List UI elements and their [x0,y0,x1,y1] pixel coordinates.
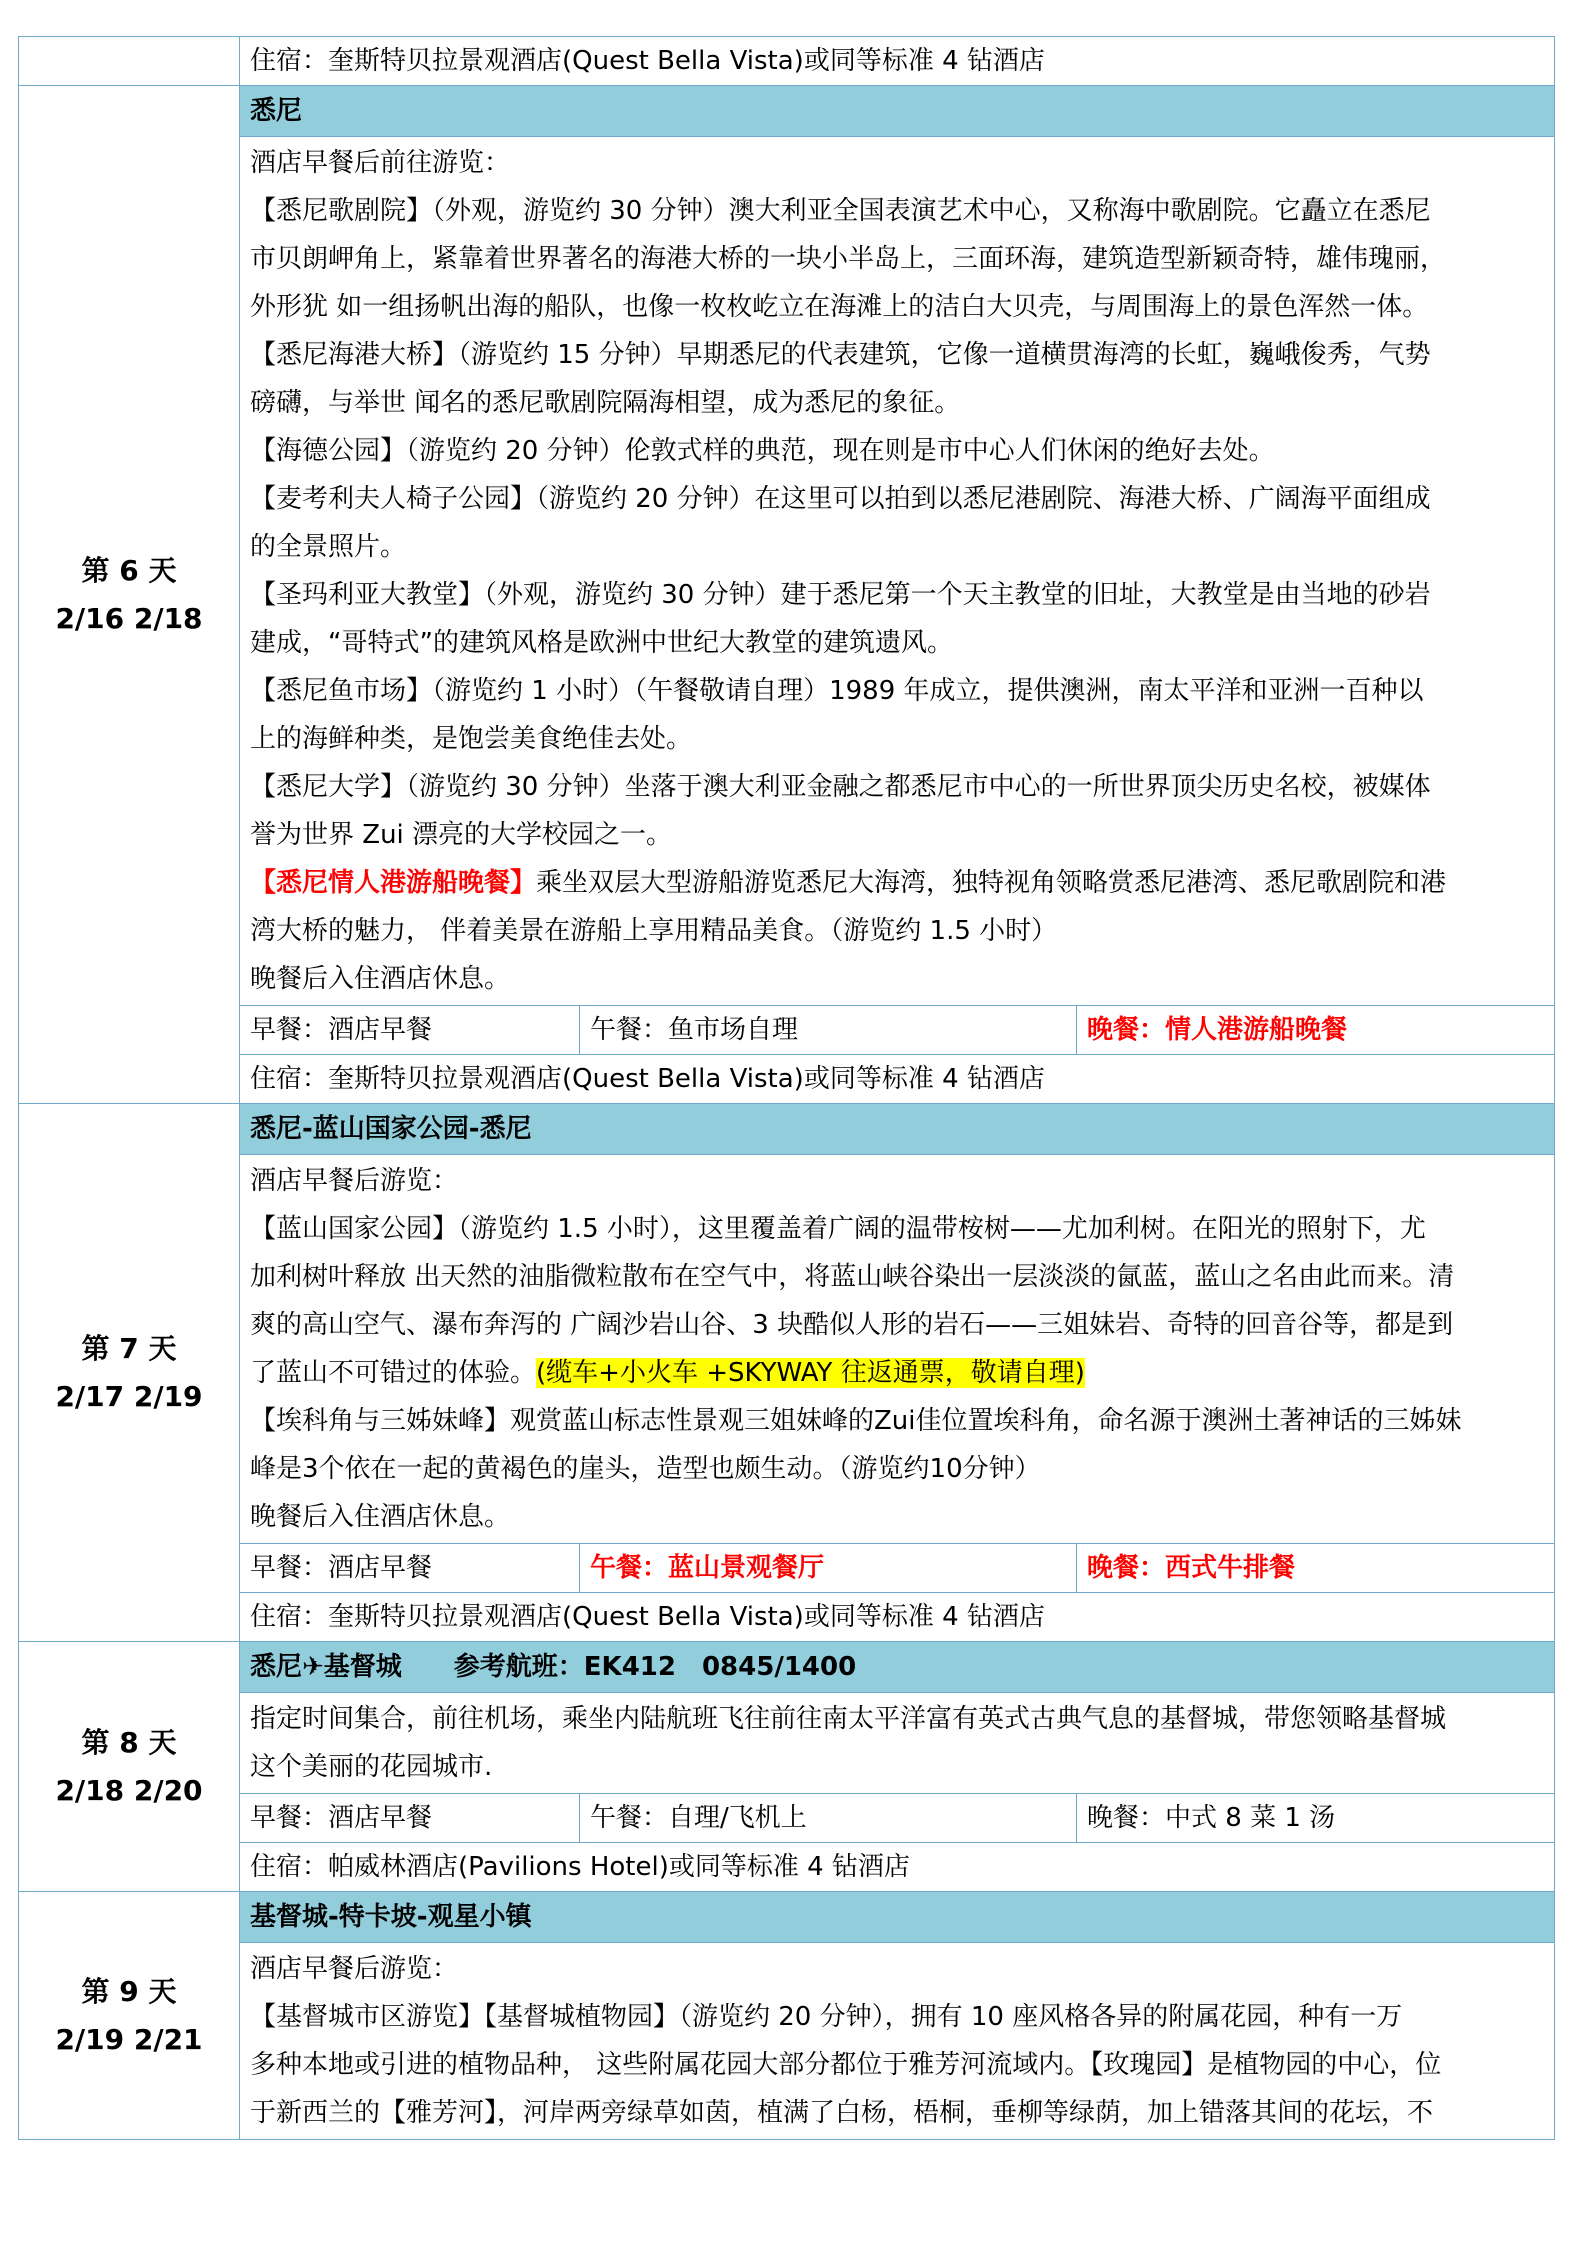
day-description [240,136,1554,1005]
text-line: 建成，“哥特式”的建筑风格是欧洲中世纪大教堂的建筑遗风。 [250,628,953,658]
hotel-text: 住宿：奎斯特贝拉景观酒店(Quest Bella Vista)或同等标准 4 钻酒店 [240,1054,1554,1103]
breakfast: 早餐：酒店早餐 [240,1006,580,1054]
text-line: 【悉尼歌剧院】（外观，游览约 30 分钟）澳大利亚全国表演艺术中心，又称海中歌剧院。它矗立在悉尼 [250,196,1431,226]
day7-content [240,1104,1555,1642]
breakfast: 早餐：酒店早餐 [240,1794,580,1842]
itinerary-table [18,36,1555,2140]
text-line: 这个美丽的花园城市. [250,1752,493,1782]
cruise-title: 【悉尼情人港游船晚餐】 [250,868,537,898]
day5-hotel-cell [240,37,1555,86]
hotel-text: 住宿：奎斯特贝拉景观酒店(Quest Bella Vista)或同等标准 4 钻酒店 [240,1592,1554,1641]
day-label: 第 7 天 [81,1331,177,1365]
text-line [250,859,1544,907]
lunch: 午餐：蓝山景观餐厅 [580,1544,1077,1592]
text-line: 市贝朗岬角上，紧靠着世界著名的海港大桥的一块小半岛上，三面环海，建筑造型新颖奇特，雄伟瑰丽， [250,244,1447,274]
text-line: 酒店早餐后前往游览： [250,148,511,178]
text-line: 酒店早餐后游览： [250,1166,459,1196]
text-line: 湾大桥的魅力， 伴着美景在游船上享用精品美食。（游览约 1.5 小时） [250,916,1058,946]
text-segment: 了蓝山不可错过的体验。 [250,1358,537,1388]
text-line: 誉为世界 Zui 漂亮的大学校园之一。 [250,820,673,850]
text-line: 爽的高山空气、瀑布奔泻的 广阔沙岩山谷、3 块酷似人形的岩石——三姐妹岩、奇特的回音谷等，都是到 [250,1310,1454,1340]
dinner: 晚餐：西式牛排餐 [1087,1553,1296,1583]
day-dates: 2/16 2/18 [55,601,203,635]
day-dates: 2/19 2/21 [55,2022,203,2056]
day-title: 悉尼 [240,86,1554,136]
text-line: 磅礴，与举世 闻名的悉尼歌剧院隔海相望，成为悉尼的象征。 [250,388,961,418]
text-line: 【麦考利夫人椅子公园】（游览约 20 分钟）在这里可以拍到以悉尼港剧院、海港大桥、广阔海平面组成 [250,484,1431,514]
text-line: 【圣玛利亚大教堂】（外观，游览约 30 分钟）建于悉尼第一个天主教堂的旧址，大教堂是由当地的砂岩 [250,580,1431,610]
text-line: 晚餐后入住酒店休息。 [250,964,511,994]
day-description [240,1692,1554,1793]
text-line: 【蓝山国家公园】（游览约 1.5 小时），这里覆盖着广阔的温带桉树——尤加利树。在阳光的照射下，尤 [250,1214,1426,1244]
day-dates: 2/17 2/19 [55,1379,203,1413]
day-description [240,1942,1554,2139]
day9-day-cell [19,1892,240,2140]
itinerary [18,36,1555,2140]
day8-day-cell [19,1642,240,1892]
day-description [240,1154,1554,1543]
day8-row [19,1642,1555,1892]
lunch: 午餐：自理/飞机上 [580,1794,1077,1842]
meals-row [240,1543,1554,1592]
highlight-note: (缆车+小火车 +SKYWAY 往返通票，敬请自理) [536,1358,1085,1388]
dinner: 晚餐：中式 8 菜 1 汤 [1087,1803,1336,1833]
dinner: 晚餐：情人港游船晚餐 [1087,1015,1348,1045]
text-line: 峰是3个依在一起的黄褐色的崖头，造型也颇生动。（游览约10分钟） [250,1454,1041,1484]
text-line: 加利树叶释放 出天然的油脂微粒散布在空气中，将蓝山峡谷染出一层淡淡的氤蓝，蓝山之名由此而来。清 [250,1262,1455,1292]
text-line: 【埃科角与三姊妹峰】观赏蓝山标志性景观三姐妹峰的Zui佳位置埃科角，命名源于澳洲土著神话的三姊妹 [250,1406,1462,1436]
text-line: 多种本地或引进的植物品种， 这些附属花园大部分都位于雅芳河流域内。【玫瑰园】是植物园的中心，位 [250,2050,1442,2080]
day-title: 悉尼-蓝山国家公园-悉尼 [240,1104,1554,1154]
day7-day-cell [19,1104,240,1642]
text-line: 【悉尼鱼市场】（游览约 1 小时）（午餐敬请自理）1989 年成立，提供澳洲，南太平洋和亚洲一百种以 [250,676,1424,706]
text-line: 【海德公园】（游览约 20 分钟）伦敦式样的典范，现在则是市中心人们休闲的绝好去处。 [250,436,1275,466]
day-title: 基督城-特卡坡-观星小镇 [240,1892,1554,1942]
text-line [250,1349,1544,1397]
text-line: 于新西兰的【雅芳河】，河岸两旁绿草如茵，植满了白杨，梧桐，垂柳等绿荫，加上错落其间的花坛，不 [250,2098,1434,2128]
day6-day-cell [19,86,240,1104]
day9-row [19,1892,1555,2140]
meals-row [240,1793,1554,1842]
hotel-text: 住宿：帕威林酒店(Pavilions Hotel)或同等标准 4 钻酒店 [240,1842,1554,1891]
hotel-text: 住宿：奎斯特贝拉景观酒店(Quest Bella Vista)或同等标准 4 钻酒店 [250,46,1045,76]
day6-row [19,86,1555,1104]
day-dates: 2/18 2/20 [55,1773,203,1807]
text-line: 指定时间集合，前往机场，乘坐内陆航班飞往前往南太平洋富有英式古典气息的基督城，带您领略基督城 [250,1704,1447,1734]
text-line: 【悉尼海港大桥】（游览约 15 分钟）早期悉尼的代表建筑，它像一道横贯海湾的长虹，巍峨俊秀，气势 [250,340,1431,370]
day7-row [19,1104,1555,1642]
text-line: 【基督城市区游览】【基督城植物园】（游览约 20 分钟），拥有 10 座风格各异的附属花园，种有一万 [250,2002,1403,2032]
lunch: 午餐：鱼市场自理 [580,1006,1077,1054]
day-label: 第 6 天 [81,553,177,587]
day9-content [240,1892,1555,2140]
day5-day-cell [19,37,240,86]
text-line: 酒店早餐后游览： [250,1954,459,1984]
day5-hotel-row [19,37,1555,86]
day-title: 悉尼✈基督城 参考航班：EK412 0845/1400 [240,1642,1554,1692]
meals-row [240,1005,1554,1054]
breakfast: 早餐：酒店早餐 [240,1544,580,1592]
day6-content [240,86,1555,1104]
text-line: 外形犹 如一组扬帆出海的船队，也像一枚枚屹立在海滩上的洁白大贝壳，与周围海上的景色浑然一体。 [250,292,1429,322]
text-line: 的全景照片。 [250,532,407,562]
text-line: 【悉尼大学】（游览约 30 分钟）坐落于澳大利亚金融之都悉尼市中心的一所世界顶尖历史名校，被媒体 [250,772,1431,802]
cruise-text: 乘坐双层大型游船游览悉尼大海湾，独特视角领略赏悉尼港湾、悉尼歌剧院和港 [536,868,1447,898]
day-label: 第 8 天 [81,1725,177,1759]
text-line: 晚餐后入住酒店休息。 [250,1502,511,1532]
text-line: 上的海鲜种类，是饱尝美食绝佳去处。 [250,724,693,754]
day-label: 第 9 天 [81,1974,177,2008]
day8-content [240,1642,1555,1892]
